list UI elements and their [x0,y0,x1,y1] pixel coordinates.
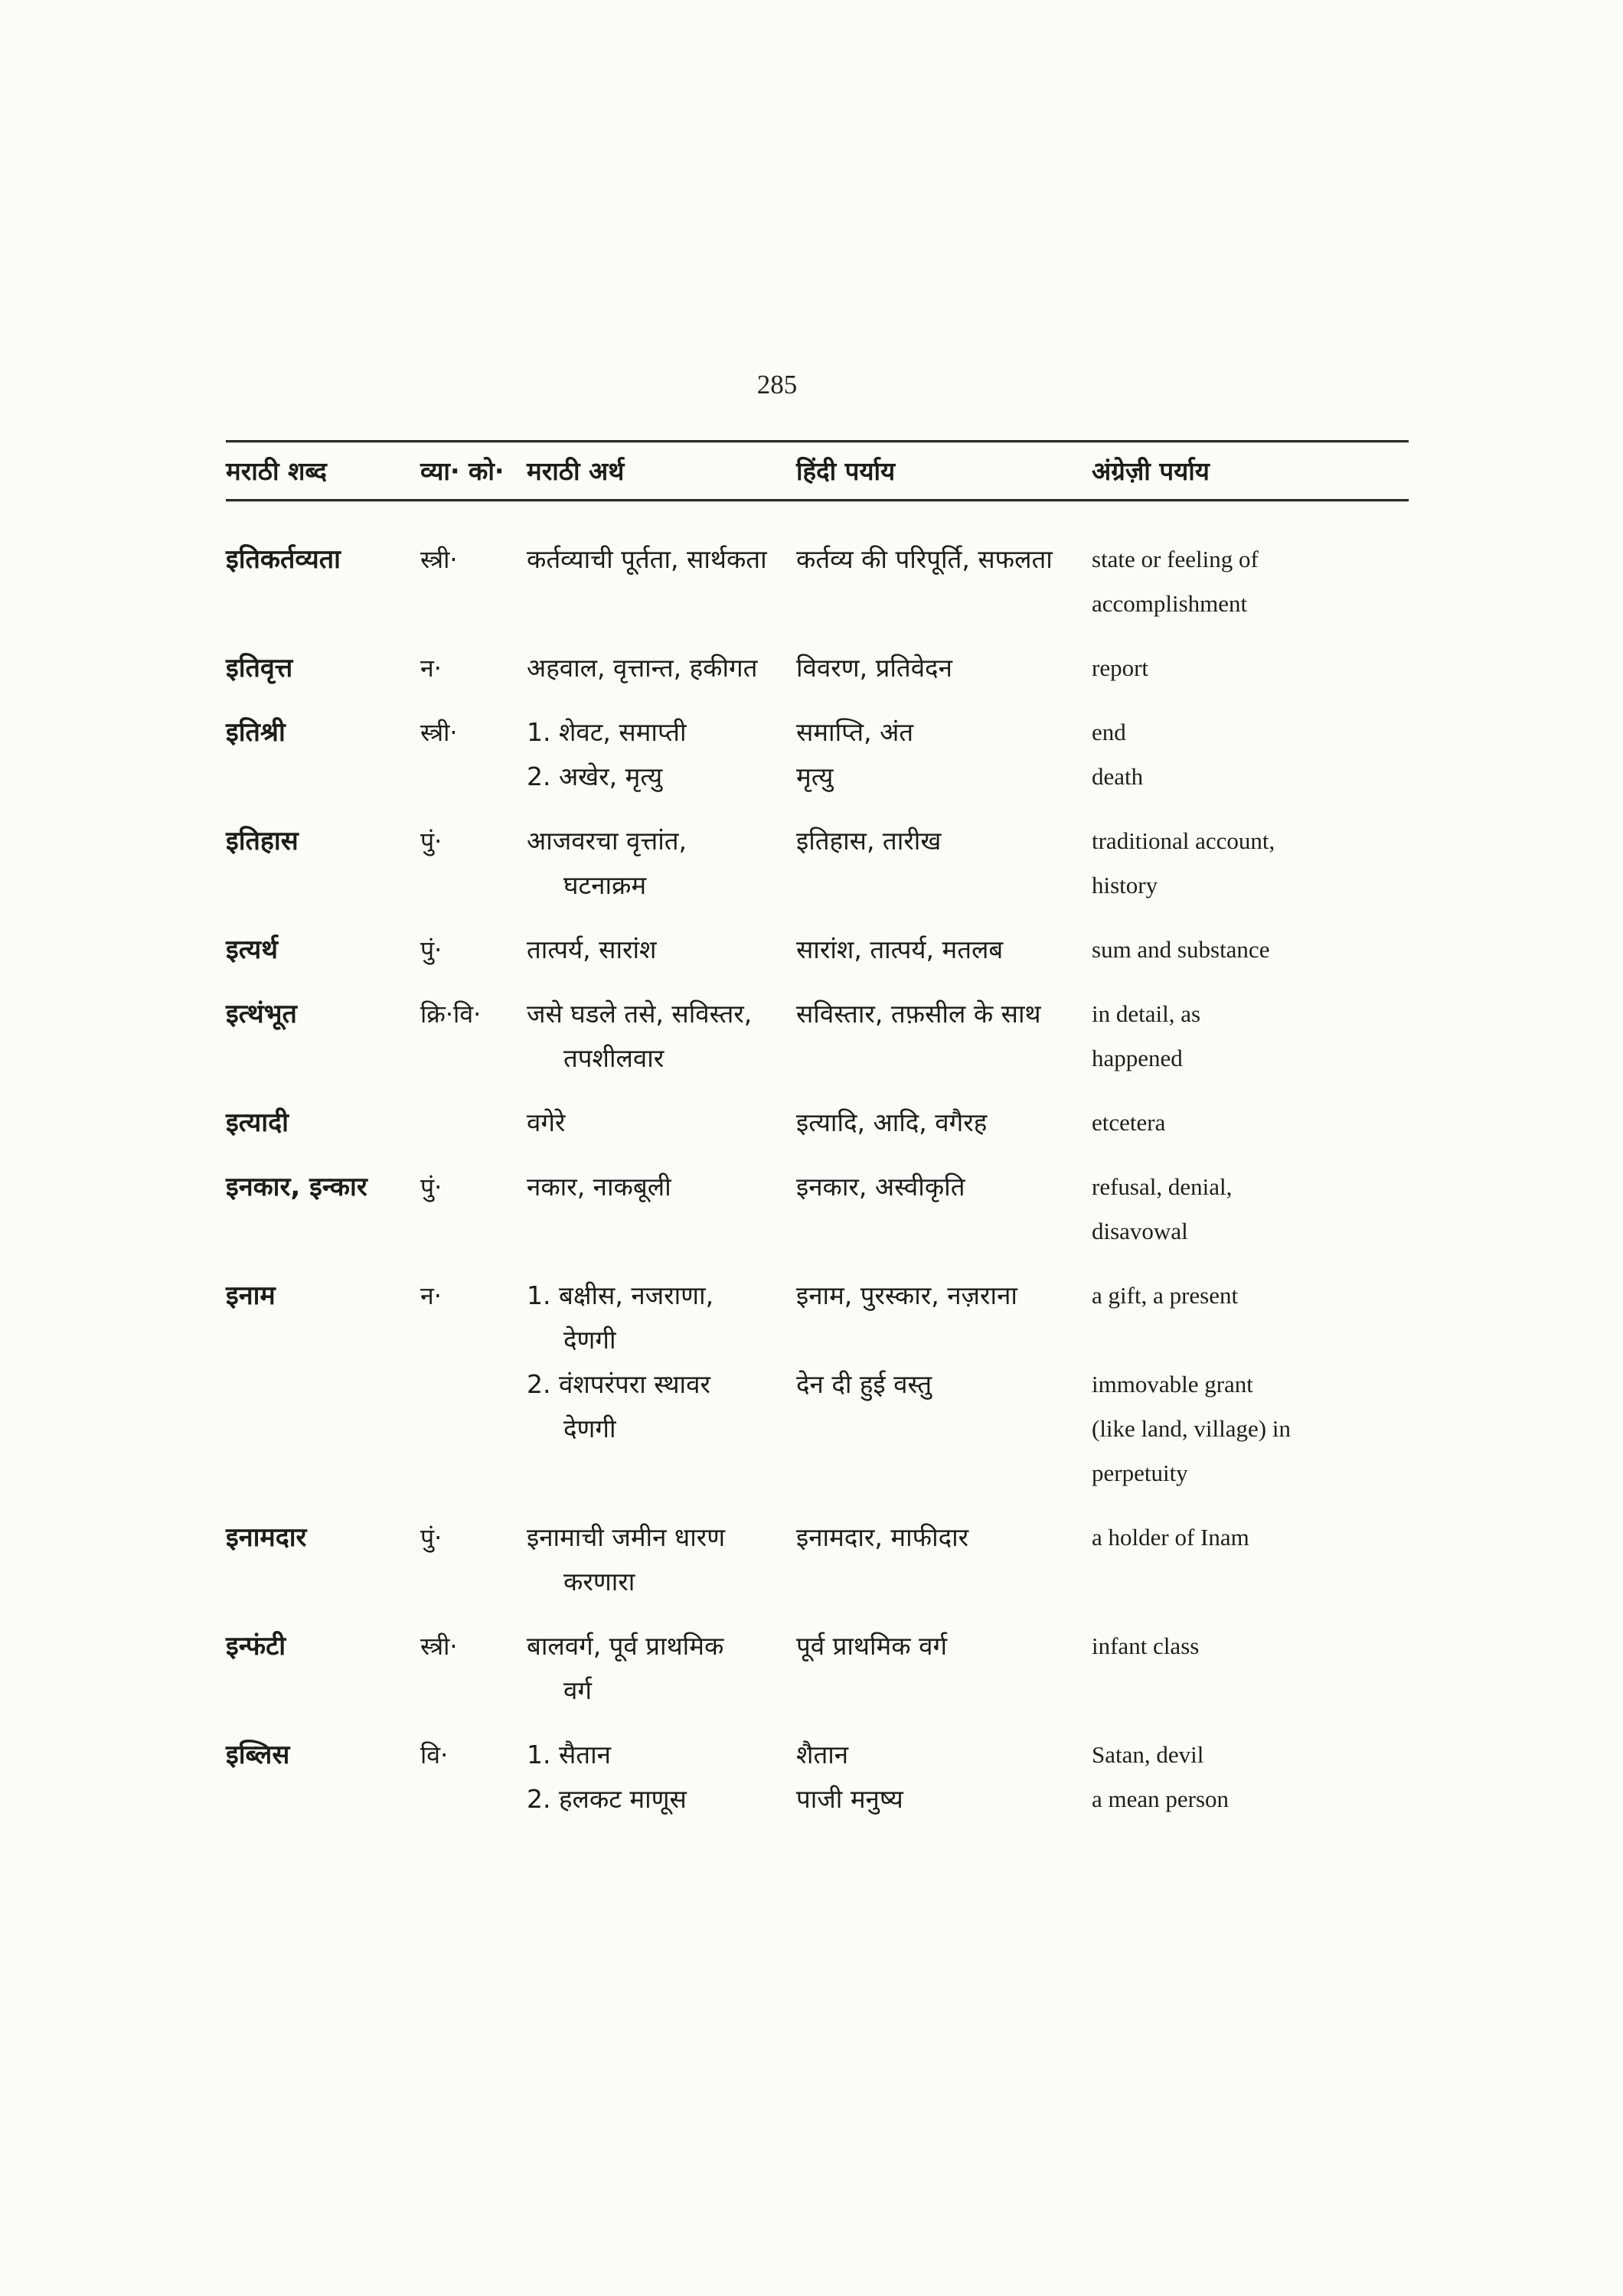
hindi-line: पूर्व प्राथमिक वर्ग [796,1631,948,1661]
hindi-line: शैतान [796,1740,849,1769]
hindi-line: सविस्तार, तफ़सील के साथ [796,999,1041,1029]
meaning-line: इनामाची जमीन धारण [527,1522,726,1552]
marathi-meaning [527,537,796,582]
english-equivalent [1092,1101,1409,1145]
hindi-equivalent [796,1165,1092,1209]
english-line: accomplishment [1092,590,1248,617]
table-row [226,710,1409,799]
english-line: in detail, as [1092,1000,1201,1027]
english-equivalent [1092,710,1409,799]
meaning-line: 1. शेवट, समाप्ती [527,717,687,747]
meaning-line: जसे घडले तसे, सविस्तर, [527,999,753,1029]
english-line: (like land, village) in [1092,1415,1291,1442]
hindi-equivalent [796,1515,1092,1560]
marathi-word: इब्लिस [226,1740,290,1770]
marathi-meaning [527,1733,796,1821]
marathi-word: इतिहास [226,826,299,856]
hindi-line: इनकार, अस्वीकृति [796,1172,965,1202]
header-col-english: अंग्रेज़ी पर्याय [1092,456,1210,486]
marathi-meaning [527,710,796,799]
marathi-meaning [527,992,796,1081]
hindi-equivalent [796,710,1092,799]
hindi-equivalent [796,1624,1092,1668]
meaning-line: तात्पर्य, सारांश [527,934,657,964]
english-line: infant class [1092,1632,1200,1659]
english-line: a mean person [1092,1786,1229,1812]
grammar-category: न· [420,654,442,683]
table-body [226,537,1409,1821]
hindi-line: इत्यादि, आदि, वगैरह [796,1107,988,1137]
grammar-category: स्त्री· [420,718,458,747]
hindi-equivalent [796,537,1092,582]
grammar-category: स्त्री· [420,545,458,574]
grammar-category: वि· [420,1740,449,1769]
marathi-word: इनकार, इन्कार [226,1172,367,1202]
meaning-line: आजवरचा वृत्तांत, [527,826,687,856]
english-line [1092,1318,1409,1362]
marathi-meaning [527,1515,796,1604]
hindi-equivalent [796,992,1092,1036]
hindi-equivalent [796,1101,1092,1145]
meaning-line: 2. अखेर, मृत्यु [527,762,663,791]
english-line: report [1092,654,1149,681]
meaning-line: देणगी [563,1414,616,1443]
english-line: death [1092,763,1144,790]
marathi-word: इत्यादी [226,1107,289,1138]
meaning-line: 1. बक्षीस, नजराणा, [527,1280,714,1310]
header-col-hindi: हिंदी पर्याय [796,456,896,486]
grammar-category: पुं· [420,1172,442,1202]
meaning-line: अहवाल, वृत्तान्त, हकीगत [527,653,758,683]
hindi-line [796,1318,1092,1362]
table-row [226,1165,1409,1254]
grammar-category: स्त्री· [420,1632,458,1661]
hindi-line: इनामदार, माफीदार [796,1522,969,1552]
header-col-marathi-meaning: मराठी अर्थ [527,456,625,486]
header-col-grammar: व्या· को· [420,456,505,486]
hindi-equivalent [796,1733,1092,1821]
table-row [226,537,1409,626]
hindi-line: पाजी मनुष्य [796,1784,903,1814]
english-line: state or feeling of [1092,546,1259,572]
english-line: happened [1092,1045,1183,1071]
english-line: perpetuity [1092,1459,1188,1486]
table-header-row [226,450,1409,493]
page-number: 285 [756,370,798,400]
marathi-word: इन्फंटी [226,1631,286,1662]
table-row [226,646,1409,690]
table-row [226,1274,1409,1495]
english-line: history [1092,872,1158,899]
marathi-meaning [527,1101,796,1145]
hindi-line: कर्तव्य की परिपूर्ति, सफलता [796,544,1053,574]
marathi-word: इतिश्री [226,717,286,748]
hindi-line: इनाम, पुरस्कार, नज़राना [796,1280,1017,1310]
hindi-equivalent [796,819,1092,863]
grammar-category: क्रि·वि· [420,1000,482,1029]
table-rule-bottom [226,499,1409,501]
english-equivalent [1092,819,1409,908]
meaning-line: नकार, नाकबूली [527,1172,671,1202]
marathi-word: इतिकर्तव्यता [226,544,341,575]
meaning-line: 2. वंशपरंपरा स्थावर [527,1369,710,1399]
english-line: end [1092,719,1126,745]
hindi-line: देन दी हुई वस्तु [796,1369,932,1399]
grammar-category: पुं· [420,827,442,856]
meaning-line: 2. हलकट माणूस [527,1784,687,1814]
english-line: a gift, a present [1092,1282,1239,1309]
marathi-meaning [527,646,796,690]
table-rule-top [226,440,1409,442]
table-row [226,819,1409,908]
meaning-line: घटनाक्रम [563,870,647,900]
marathi-meaning [527,1624,796,1713]
meaning-line: बालवर्ग, पूर्व प्राथमिक [527,1631,724,1661]
hindi-line: समाप्ति, अंत [796,717,914,747]
table-row [226,1101,1409,1145]
dictionary-table [226,440,1409,1841]
meaning-line: 1. सैतान [527,1740,611,1769]
marathi-word: इत्थंभूत [226,999,297,1029]
hindi-equivalent [796,646,1092,690]
table-row [226,1624,1409,1713]
meaning-line: कर्तव्याची पूर्तता, सार्थकता [527,544,767,574]
table-row [226,1733,1409,1821]
marathi-meaning [527,1165,796,1209]
english-equivalent [1092,537,1409,626]
marathi-word: इनाम [226,1280,276,1311]
english-line: Satan, devil [1092,1741,1204,1768]
english-line: traditional account, [1092,827,1275,854]
english-line: etcetera [1092,1109,1166,1136]
english-line: refusal, denial, [1092,1173,1233,1200]
meaning-line: तपशीलवार [563,1043,665,1073]
hindi-line: इतिहास, तारीख [796,826,942,856]
grammar-category: न· [420,1281,442,1310]
meaning-line: वर्ग [563,1675,592,1705]
english-line: disavowal [1092,1218,1188,1244]
header-col-marathi-word: मराठी शब्द [226,456,327,486]
marathi-meaning [527,928,796,972]
meaning-line: करणारा [563,1567,635,1596]
hindi-line: सारांश, तात्पर्य, मतलब [796,934,1004,964]
english-equivalent [1092,1165,1409,1254]
english-equivalent [1092,1274,1409,1495]
marathi-meaning [527,819,796,908]
marathi-word: इत्यर्थ [226,934,278,965]
english-equivalent [1092,646,1409,690]
hindi-line: विवरण, प्रतिवेदन [796,653,952,683]
english-equivalent [1092,1515,1409,1560]
table-row [226,1515,1409,1604]
marathi-meaning [527,1274,796,1451]
marathi-word: इतिवृत्त [226,653,293,683]
english-line: sum and substance [1092,936,1270,963]
grammar-category: पुं· [420,1523,442,1552]
grammar-category: पुं· [420,935,442,964]
english-line: immovable grant [1092,1371,1253,1397]
english-equivalent [1092,928,1409,972]
english-line: a holder of Inam [1092,1524,1249,1551]
meaning-line: देणगी [563,1325,616,1355]
hindi-line: मृत्यु [796,762,834,791]
english-equivalent [1092,1733,1409,1821]
table-row [226,928,1409,972]
hindi-equivalent [796,1274,1092,1407]
meaning-line: वगेरे [527,1107,566,1137]
hindi-equivalent [796,928,1092,972]
english-equivalent [1092,1624,1409,1668]
table-row [226,992,1409,1081]
english-equivalent [1092,992,1409,1081]
marathi-word: इनामदार [226,1522,307,1553]
